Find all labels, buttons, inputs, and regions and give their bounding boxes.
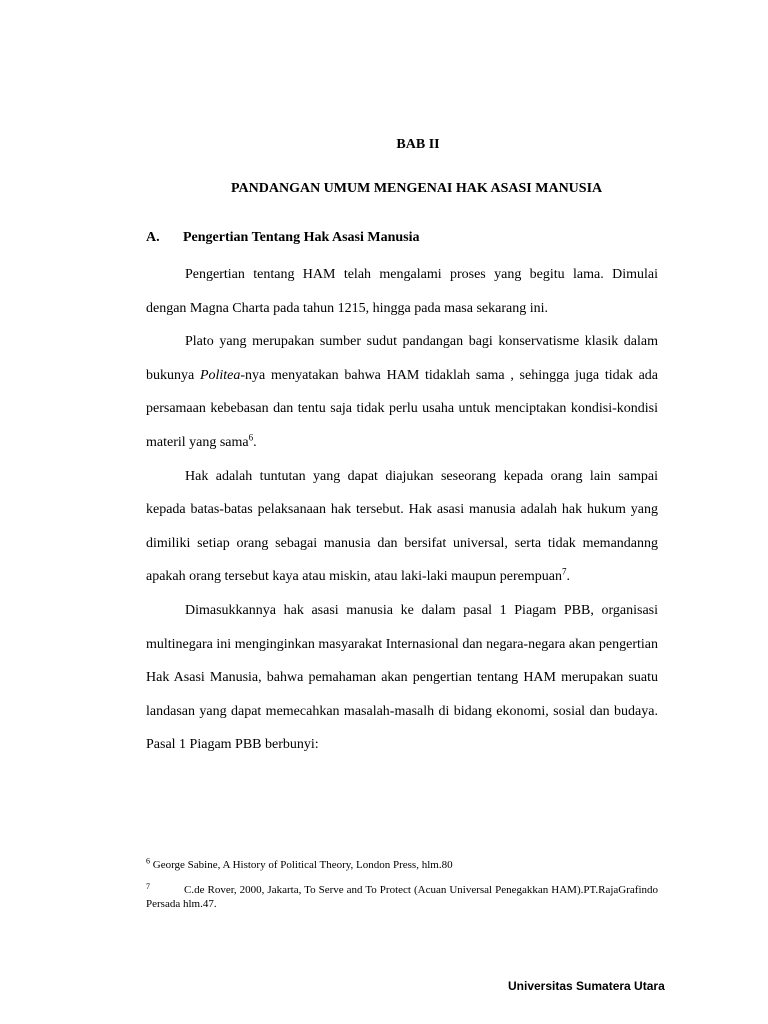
paragraph-3-end: . bbox=[566, 569, 570, 585]
section-heading bbox=[146, 230, 420, 246]
paragraph-3 bbox=[146, 460, 658, 594]
paragraph-1: Pengertian tentang HAM telah mengalami proses yang begitu lama. Dimulai dengan Magna Charta pada tahun 1215, hingga pada masa sekarang ini. bbox=[146, 267, 658, 316]
section-number: A. bbox=[146, 230, 160, 245]
chapter-title: PANDANGAN UMUM MENGENAI HAK ASASI MANUSIA bbox=[231, 181, 603, 196]
book-title-politea: Politea bbox=[199, 367, 241, 383]
footnote-7 bbox=[146, 883, 658, 911]
paragraph-2 bbox=[146, 325, 658, 459]
footnote-text: C.de Rover, 2000, Jakarta, To Serve and To Protect (Acuan Universal Penegakkan HAM).PT.RajaGrafindo Persada hlm.47. bbox=[146, 884, 658, 910]
footnote-ref-7[interactable]: 7 bbox=[561, 566, 567, 577]
paragraph-2-text-a: Plato yang merupakan sumber sudut pandangan bagi konservatisme klasik dalam bukunya bbox=[146, 334, 658, 383]
paragraph-2-text-b: -nya menyatakan bahwa HAM tidaklah sama , sehingga juga tidak ada persamaan kebebasan dan tentu saja tidak perlu usaha untuk menciptakan kondisi-kondisi materil yang sama bbox=[146, 367, 659, 450]
body-text bbox=[146, 258, 658, 762]
paragraph-3-text: Hak adalah tuntutan yang dapat diajukan seseorang kepada orang lain sampai kepada batas-batas pelaksanaan hak tersebut. Hak asasi manusia adalah hak hukum yang dimiliki setiap orang sebagai manusia dan bersifat universal, serta tidak memandanng apakah orang tersebut kaya atau miskin, atau laki-laki maupun perempuan bbox=[146, 468, 658, 585]
footnote-6 bbox=[146, 858, 658, 872]
paragraph-4: Dimasukkannya hak asasi manusia ke dalam pasal 1 Piagam PBB, organisasi multinegara ini menginginkan masyarakat Internasional dan negara-negara akan pengertian Hak Asasi Manusia, bahwa pemahaman akan pengertian tentang HAM merupakan suatu landasan yang dapat memecahkan masalah-masalh di bidang ekonomi, sosial dan budaya. Pasal 1 Piagam PBB berbunyi: bbox=[146, 602, 658, 753]
section-title: Pengertian Tentang Hak Asasi Manusia bbox=[183, 230, 420, 245]
footnote-number: 6 bbox=[146, 856, 150, 866]
footnote-number: 7 bbox=[146, 882, 150, 891]
footnotes bbox=[146, 858, 658, 922]
footnote-text: George Sabine, A History of Political Theory, London Press, hlm.80 bbox=[152, 859, 453, 871]
institution-footer: Universitas Sumatera Utara bbox=[508, 979, 665, 993]
chapter-number: BAB II bbox=[396, 137, 440, 152]
footnote-ref-6[interactable]: 6 bbox=[248, 432, 254, 443]
paragraph-2-end: . bbox=[253, 434, 257, 450]
